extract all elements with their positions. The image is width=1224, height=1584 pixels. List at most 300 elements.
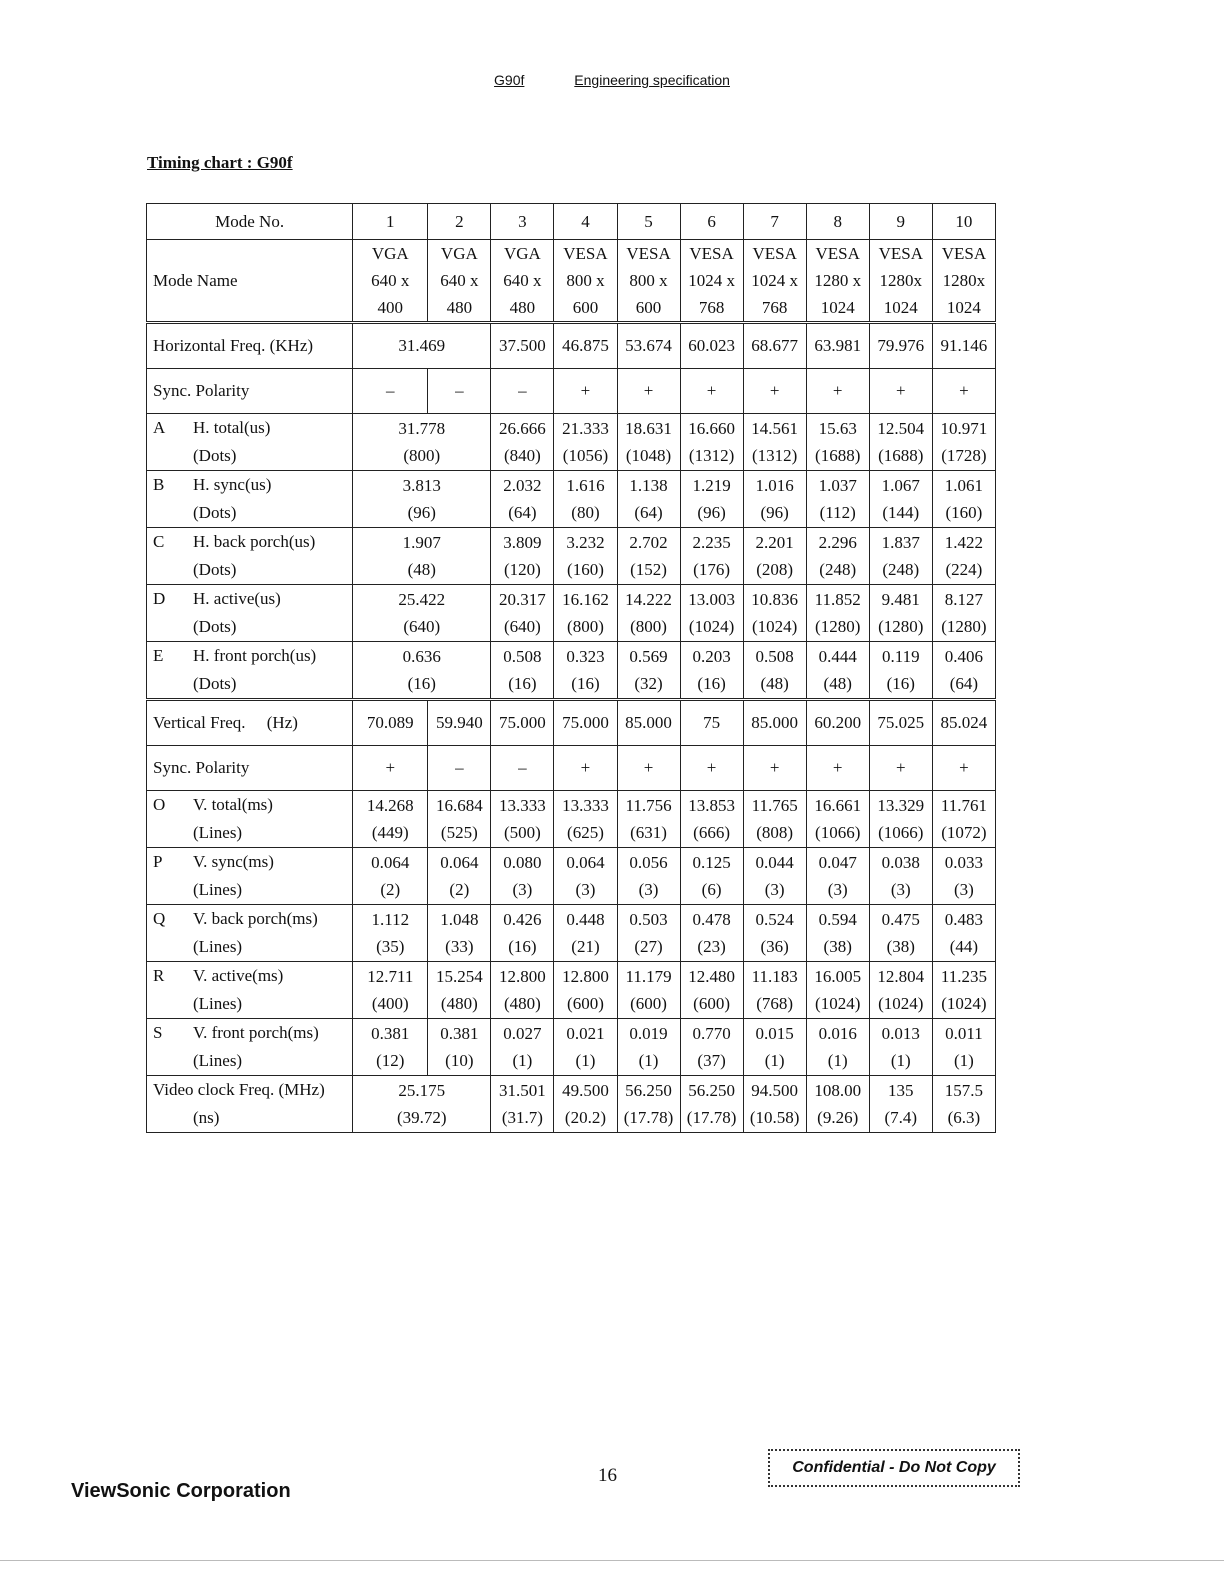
header-model: G90f bbox=[494, 72, 525, 88]
h-timing-cell-value: 26.666 bbox=[499, 419, 546, 438]
clock-cell bbox=[932, 1076, 995, 1133]
mode-number-cell: 3 bbox=[491, 204, 554, 240]
timing-label-sub: (Dots) bbox=[193, 617, 237, 636]
h-timing-cell bbox=[869, 528, 932, 585]
v-timing-cell-sub: (1066) bbox=[815, 823, 861, 842]
timing-letter: C bbox=[153, 532, 165, 551]
mode-name-line: 1280x bbox=[879, 271, 923, 290]
hsync-polarity-cell: + bbox=[680, 369, 743, 414]
vfreq-cell: 85.000 bbox=[743, 700, 806, 746]
h-timing-cell bbox=[932, 471, 995, 528]
mode-name-line: VGA bbox=[371, 244, 409, 263]
v-timing-cell-value: 0.080 bbox=[503, 853, 542, 872]
mode-name-cell bbox=[491, 240, 554, 323]
timing-label-sub: (Lines) bbox=[193, 1051, 243, 1070]
clock-cell-sub: (6.3) bbox=[947, 1108, 981, 1127]
h-timing-cell-sub: (96) bbox=[760, 503, 789, 522]
timing-label bbox=[147, 905, 353, 962]
clock-cell-sub: (17.78) bbox=[686, 1108, 737, 1127]
v-timing-cell bbox=[932, 791, 995, 848]
h-timing-cell bbox=[617, 528, 680, 585]
table-row bbox=[147, 369, 996, 414]
v-timing-cell-sub: (35) bbox=[376, 937, 405, 956]
h-timing-cell-sub: (208) bbox=[756, 560, 794, 579]
v-timing-cell-value: 0.019 bbox=[629, 1024, 668, 1043]
timing-label bbox=[147, 1019, 353, 1076]
v-timing-cell-value: 12.804 bbox=[877, 967, 925, 986]
mode-number-cell: 10 bbox=[932, 204, 995, 240]
h-timing-cell-sub: (800) bbox=[630, 617, 667, 636]
hfreq-cell: 91.146 bbox=[932, 323, 995, 369]
v-timing-cell-sub: (1) bbox=[512, 1051, 533, 1070]
v-timing-cell-sub: (10) bbox=[445, 1051, 474, 1070]
v-timing-cell-sub: (3) bbox=[764, 880, 785, 899]
h-timing-cell-value: 21.333 bbox=[562, 419, 609, 438]
h-timing-cell bbox=[680, 642, 743, 700]
timing-label-sub: (Dots) bbox=[193, 446, 237, 465]
v-timing-cell-sub: (3) bbox=[953, 880, 974, 899]
h-timing-cell-sub: (144) bbox=[882, 503, 920, 522]
v-timing-cell-value: 0.047 bbox=[818, 853, 857, 872]
v-timing-cell-sub: (3) bbox=[890, 880, 911, 899]
v-timing-cell-value: 0.027 bbox=[503, 1024, 542, 1043]
v-timing-cell bbox=[428, 791, 491, 848]
v-timing-cell-sub: (1024) bbox=[941, 994, 987, 1013]
v-timing-cell-sub: (36) bbox=[760, 937, 789, 956]
clock-cell bbox=[806, 1076, 869, 1133]
timing-label-main: H. total(us) bbox=[193, 418, 271, 437]
h-timing-cell bbox=[932, 414, 995, 471]
hsync-polarity-cell: + bbox=[554, 369, 617, 414]
h-timing-cell-sub: (640) bbox=[503, 617, 541, 636]
h-timing-cell-value: 18.631 bbox=[625, 419, 672, 438]
mode-number-cell: 2 bbox=[428, 204, 491, 240]
h-timing-cell-value: 3.232 bbox=[566, 533, 605, 552]
v-timing-cell-sub: (37) bbox=[697, 1051, 726, 1070]
v-timing-cell-value: 0.056 bbox=[629, 853, 668, 872]
table-row bbox=[147, 323, 996, 369]
mode-name-cell bbox=[869, 240, 932, 323]
v-timing-cell-value: 16.661 bbox=[814, 796, 862, 815]
h-timing-cell-value: 1.837 bbox=[881, 533, 920, 552]
h-timing-cell-value: 12.504 bbox=[877, 419, 925, 438]
v-timing-cell bbox=[869, 1019, 932, 1076]
timing-label bbox=[147, 585, 353, 642]
h-timing-cell bbox=[353, 585, 491, 642]
v-timing-cell-sub: (2) bbox=[449, 880, 470, 899]
h-timing-cell-sub: (640) bbox=[403, 617, 441, 636]
v-timing-cell bbox=[680, 1019, 743, 1076]
h-timing-cell bbox=[743, 414, 806, 471]
h-timing-cell bbox=[806, 528, 869, 585]
mode-name-line: 480 bbox=[509, 298, 536, 317]
clock-cell-value: 56.250 bbox=[625, 1081, 672, 1100]
h-timing-cell bbox=[680, 585, 743, 642]
h-timing-cell-value: 8.127 bbox=[944, 590, 984, 609]
v-timing-cell-sub: (3) bbox=[638, 880, 659, 899]
mode-number-cell: 8 bbox=[806, 204, 869, 240]
v-timing-cell-value: 0.448 bbox=[566, 910, 605, 929]
h-timing-cell-value: 25.422 bbox=[398, 590, 446, 609]
v-timing-cell-sub: (44) bbox=[949, 937, 979, 956]
h-timing-cell-value: 1.907 bbox=[402, 533, 441, 552]
timing-label-main: V. active(ms) bbox=[193, 966, 284, 985]
timing-label-grid bbox=[153, 791, 352, 847]
hsync-polarity-label-text: Sync. Polarity bbox=[153, 381, 250, 400]
confidential-stamp: Confidential - Do Not Copy bbox=[768, 1449, 1020, 1487]
vsync-polarity-cell: – bbox=[491, 746, 554, 791]
mode-name-cell bbox=[554, 240, 617, 323]
h-timing-cell-sub: (1056) bbox=[562, 446, 609, 465]
v-timing-cell bbox=[869, 962, 932, 1019]
v-timing-cell bbox=[806, 791, 869, 848]
h-timing-cell-value: 0.406 bbox=[944, 647, 984, 666]
v-timing-cell-sub: (666) bbox=[693, 823, 730, 842]
v-timing-cell bbox=[743, 791, 806, 848]
clock-cell bbox=[680, 1076, 743, 1133]
vsync-polarity-label bbox=[147, 746, 353, 791]
h-timing-cell bbox=[743, 471, 806, 528]
v-timing-cell bbox=[353, 848, 428, 905]
v-timing-cell-value: 13.333 bbox=[499, 796, 546, 815]
mode-name-line: VESA bbox=[626, 244, 671, 263]
v-timing-cell-value: 0.038 bbox=[881, 853, 920, 872]
mode-name-line: 600 bbox=[572, 298, 599, 317]
v-timing-cell-value: 0.125 bbox=[692, 853, 731, 872]
header-doc-title: Engineering specification bbox=[574, 72, 730, 88]
h-timing-cell bbox=[869, 414, 932, 471]
v-timing-cell bbox=[806, 905, 869, 962]
vsync-polarity-cell: + bbox=[554, 746, 617, 791]
v-timing-cell-value: 15.254 bbox=[435, 967, 483, 986]
v-timing-cell bbox=[353, 905, 428, 962]
timing-table bbox=[146, 203, 996, 1133]
timing-label-text bbox=[193, 791, 273, 847]
timing-label-grid bbox=[153, 414, 352, 470]
vsync-polarity-cell: + bbox=[806, 746, 869, 791]
timing-label-main: H. back porch(us) bbox=[193, 532, 316, 551]
h-timing-cell-sub: (1280) bbox=[941, 617, 987, 636]
hfreq-cell: 60.023 bbox=[680, 323, 743, 369]
h-timing-cell-value: 3.813 bbox=[402, 476, 441, 495]
clock-cell-value: 157.5 bbox=[944, 1081, 984, 1100]
hfreq-cell: 79.976 bbox=[869, 323, 932, 369]
timing-label-sub: (Lines) bbox=[193, 937, 243, 956]
h-timing-cell bbox=[554, 471, 617, 528]
h-timing-cell-value: 31.778 bbox=[398, 419, 446, 438]
clock-cell-sub: (31.7) bbox=[501, 1108, 543, 1127]
v-timing-cell bbox=[743, 962, 806, 1019]
mode-name-line: 768 bbox=[761, 298, 788, 317]
v-timing-cell-value: 11.235 bbox=[940, 967, 987, 986]
mode-name-line: 800 x bbox=[629, 271, 668, 290]
h-timing-cell bbox=[491, 528, 554, 585]
v-timing-cell-sub: (1) bbox=[890, 1051, 911, 1070]
clock-cell-sub: (7.4) bbox=[884, 1108, 918, 1127]
clock-label bbox=[147, 1076, 353, 1133]
h-timing-cell-value: 15.63 bbox=[818, 419, 857, 438]
h-timing-cell-value: 1.061 bbox=[944, 476, 984, 495]
v-timing-cell-value: 16.684 bbox=[435, 796, 483, 815]
h-timing-cell-value: 14.222 bbox=[625, 590, 672, 609]
mode-number-cell: 5 bbox=[617, 204, 680, 240]
mode-name-line: 640 x bbox=[503, 271, 542, 290]
h-timing-cell bbox=[932, 642, 995, 700]
page-title: Timing chart : G90f bbox=[147, 153, 293, 172]
company-name: ViewSonic Corporation bbox=[71, 1480, 291, 1502]
v-timing-cell bbox=[932, 962, 995, 1019]
h-timing-cell-value: 0.119 bbox=[881, 647, 920, 666]
hfreq-cell: 68.677 bbox=[743, 323, 806, 369]
v-timing-cell bbox=[554, 848, 617, 905]
v-timing-cell-value: 0.503 bbox=[629, 910, 668, 929]
vfreq-cell: 75.000 bbox=[491, 700, 554, 746]
v-timing-cell bbox=[680, 905, 743, 962]
h-timing-cell-value: 3.809 bbox=[503, 533, 542, 552]
h-timing-cell-sub: (1280) bbox=[878, 617, 924, 636]
v-timing-cell-sub: (3) bbox=[827, 880, 848, 899]
h-timing-cell bbox=[869, 585, 932, 642]
h-timing-cell bbox=[554, 414, 617, 471]
mode-name-line: 1024 x bbox=[751, 271, 799, 290]
v-timing-cell bbox=[932, 848, 995, 905]
v-timing-cell bbox=[554, 791, 617, 848]
mode-name-cell bbox=[680, 240, 743, 323]
h-timing-cell-sub: (1024) bbox=[688, 617, 735, 636]
v-timing-cell-value: 0.016 bbox=[818, 1024, 857, 1043]
v-timing-cell bbox=[617, 962, 680, 1019]
v-timing-cell-value: 0.033 bbox=[944, 853, 984, 872]
hsync-polarity-cell: – bbox=[491, 369, 554, 414]
clock-cell-sub: (39.72) bbox=[397, 1108, 447, 1127]
mode-number-cell: 1 bbox=[353, 204, 428, 240]
v-timing-cell-sub: (21) bbox=[571, 937, 600, 956]
vfreq-label bbox=[147, 700, 353, 746]
v-timing-cell-sub: (3) bbox=[512, 880, 533, 899]
mode-name-line: 1024 x bbox=[688, 271, 735, 290]
timing-label-sub: (Lines) bbox=[193, 994, 243, 1013]
timing-label-sub: (Lines) bbox=[193, 880, 243, 899]
v-timing-cell bbox=[353, 791, 428, 848]
mode-name-cell bbox=[806, 240, 869, 323]
mode-name-cell bbox=[743, 240, 806, 323]
timing-label-grid bbox=[153, 905, 352, 961]
timing-label-main: H. sync(us) bbox=[193, 475, 272, 494]
clock-cell-sub: (17.78) bbox=[623, 1108, 674, 1127]
v-timing-cell bbox=[428, 848, 491, 905]
h-timing-cell-sub: (1728) bbox=[941, 446, 987, 465]
timing-label-text bbox=[193, 1019, 319, 1075]
v-timing-cell-value: 0.483 bbox=[944, 910, 984, 929]
timing-label-sub: (Dots) bbox=[193, 503, 237, 522]
mode-name-line: 480 bbox=[446, 298, 473, 317]
hsync-polarity-label bbox=[147, 369, 353, 414]
timing-label-grid bbox=[153, 1019, 352, 1075]
v-timing-cell-sub: (3) bbox=[575, 880, 596, 899]
v-timing-cell-sub: (38) bbox=[886, 937, 915, 956]
v-timing-cell-sub: (625) bbox=[567, 823, 604, 842]
v-timing-cell-sub: (1024) bbox=[878, 994, 924, 1013]
h-timing-cell-value: 2.702 bbox=[629, 533, 668, 552]
v-timing-cell-value: 0.381 bbox=[371, 1024, 410, 1043]
mode-name-line: 400 bbox=[377, 298, 404, 317]
h-timing-cell bbox=[932, 585, 995, 642]
hsync-polarity-cell: + bbox=[932, 369, 995, 414]
mode-no-label bbox=[147, 204, 353, 240]
table-row bbox=[147, 528, 996, 585]
hsync-polarity-cell: – bbox=[353, 369, 428, 414]
v-timing-cell-value: 0.064 bbox=[440, 853, 479, 872]
v-timing-cell-value: 12.480 bbox=[688, 967, 735, 986]
vfreq-label-text: Vertical Freq. (Hz) bbox=[153, 713, 298, 732]
clock-cell bbox=[353, 1076, 491, 1133]
clock-cell bbox=[869, 1076, 932, 1133]
vfreq-cell: 75.000 bbox=[554, 700, 617, 746]
h-timing-cell bbox=[806, 471, 869, 528]
h-timing-cell-value: 14.561 bbox=[751, 419, 799, 438]
vfreq-cell: 59.940 bbox=[428, 700, 491, 746]
v-timing-cell bbox=[491, 848, 554, 905]
hfreq-cell: 37.500 bbox=[491, 323, 554, 369]
h-timing-cell bbox=[680, 414, 743, 471]
v-timing-cell-sub: (27) bbox=[634, 937, 663, 956]
h-timing-cell-value: 1.219 bbox=[692, 476, 731, 495]
mode-name-line: 1280 x bbox=[814, 271, 862, 290]
clock-label-wrap bbox=[153, 1076, 352, 1132]
timing-label-main: H. front porch(us) bbox=[193, 646, 317, 665]
v-timing-cell-value: 0.015 bbox=[755, 1024, 794, 1043]
vsync-polarity-cell: + bbox=[617, 746, 680, 791]
hfreq-label-text: Horizontal Freq. (KHz) bbox=[153, 336, 314, 355]
v-timing-cell-value: 13.329 bbox=[877, 796, 925, 815]
timing-label-main: V. total(ms) bbox=[193, 795, 273, 814]
h-timing-cell bbox=[491, 471, 554, 528]
v-timing-cell-value: 0.021 bbox=[566, 1024, 605, 1043]
mode-name-cell bbox=[617, 240, 680, 323]
vsync-polarity-cell: – bbox=[428, 746, 491, 791]
clock-cell bbox=[617, 1076, 680, 1133]
v-timing-cell-value: 11.179 bbox=[625, 967, 672, 986]
vsync-polarity-cell: + bbox=[743, 746, 806, 791]
mode-number-cell: 9 bbox=[869, 204, 932, 240]
v-timing-cell bbox=[491, 962, 554, 1019]
v-timing-cell bbox=[617, 848, 680, 905]
v-timing-cell bbox=[617, 905, 680, 962]
h-timing-cell bbox=[554, 528, 617, 585]
timing-label bbox=[147, 528, 353, 585]
v-timing-cell-sub: (1) bbox=[638, 1051, 659, 1070]
h-timing-cell-sub: (224) bbox=[945, 560, 983, 579]
h-timing-cell-value: 0.323 bbox=[566, 647, 605, 666]
hfreq-cell: 31.469 bbox=[353, 323, 491, 369]
timing-letter: O bbox=[153, 795, 166, 814]
mode-name-line: 768 bbox=[698, 298, 725, 317]
table-row bbox=[147, 585, 996, 642]
v-timing-cell bbox=[680, 791, 743, 848]
table-row bbox=[147, 962, 996, 1019]
timing-letter: S bbox=[153, 1023, 163, 1042]
mode-name-line: VGA bbox=[503, 244, 541, 263]
vfreq-cell: 75.025 bbox=[869, 700, 932, 746]
h-timing-cell-value: 2.235 bbox=[692, 533, 731, 552]
v-timing-cell-sub: (6) bbox=[701, 880, 722, 899]
v-timing-cell-sub: (2) bbox=[380, 880, 401, 899]
v-timing-cell-value: 0.475 bbox=[881, 910, 920, 929]
h-timing-cell-value: 0.636 bbox=[402, 647, 441, 666]
v-timing-cell bbox=[428, 962, 491, 1019]
h-timing-cell bbox=[869, 642, 932, 700]
vsync-polarity-cell: + bbox=[869, 746, 932, 791]
timing-label-main: H. active(us) bbox=[193, 589, 281, 608]
h-timing-cell-value: 10.836 bbox=[751, 590, 799, 609]
h-timing-cell bbox=[617, 471, 680, 528]
h-timing-cell-value: 0.508 bbox=[755, 647, 794, 666]
h-timing-cell bbox=[932, 528, 995, 585]
timing-letter: R bbox=[153, 966, 165, 985]
v-timing-cell-sub: (1072) bbox=[941, 823, 987, 842]
timing-label-main: V. front porch(ms) bbox=[193, 1023, 319, 1042]
clock-cell-value: 31.501 bbox=[499, 1081, 546, 1100]
h-timing-cell bbox=[680, 528, 743, 585]
table-row bbox=[147, 414, 996, 471]
h-timing-cell bbox=[869, 471, 932, 528]
vfreq-cell: 85.000 bbox=[617, 700, 680, 746]
timing-label-text bbox=[193, 471, 271, 527]
mode-name-line: VESA bbox=[563, 244, 608, 263]
v-timing-cell-sub: (1) bbox=[575, 1051, 596, 1070]
h-timing-cell-value: 0.508 bbox=[503, 647, 542, 666]
vsync-polarity-cell: + bbox=[932, 746, 995, 791]
mode-name-line: VESA bbox=[815, 244, 860, 263]
timing-label-sub: (Dots) bbox=[193, 674, 237, 693]
table-row bbox=[147, 1019, 996, 1076]
clock-cell-sub: (10.58) bbox=[749, 1108, 800, 1127]
h-timing-cell-value: 2.032 bbox=[503, 476, 542, 495]
table-row bbox=[147, 204, 996, 240]
v-timing-cell bbox=[743, 848, 806, 905]
h-timing-cell-sub: (160) bbox=[567, 560, 604, 579]
mode-no-label-text: Mode No. bbox=[215, 211, 285, 231]
v-timing-cell bbox=[806, 848, 869, 905]
v-timing-cell bbox=[491, 1019, 554, 1076]
clock-label-sub: (ns) bbox=[193, 1108, 220, 1127]
v-timing-cell bbox=[617, 791, 680, 848]
h-timing-cell bbox=[743, 585, 806, 642]
v-timing-cell-value: 11.765 bbox=[751, 796, 798, 815]
mode-number-cell: 4 bbox=[554, 204, 617, 240]
h-timing-cell-sub: (48) bbox=[407, 560, 436, 579]
v-timing-cell-value: 1.112 bbox=[371, 910, 410, 929]
clock-cell-value: 49.500 bbox=[562, 1081, 609, 1100]
v-timing-cell-value: 0.011 bbox=[945, 1024, 983, 1043]
timing-letter: B bbox=[153, 475, 165, 494]
vsync-polarity-cell: + bbox=[353, 746, 428, 791]
timing-label-text bbox=[193, 585, 281, 641]
table-row bbox=[147, 471, 996, 528]
hfreq-cell: 63.981 bbox=[806, 323, 869, 369]
v-timing-cell-sub: (1024) bbox=[815, 994, 861, 1013]
clock-cell bbox=[491, 1076, 554, 1133]
mode-name-line: VESA bbox=[941, 244, 987, 263]
h-timing-cell bbox=[554, 585, 617, 642]
h-timing-cell bbox=[617, 585, 680, 642]
v-timing-cell-sub: (33) bbox=[445, 937, 474, 956]
table-row bbox=[147, 746, 996, 791]
h-timing-cell bbox=[617, 642, 680, 700]
h-timing-cell-sub: (16) bbox=[697, 674, 726, 693]
h-timing-cell-sub: (120) bbox=[503, 560, 541, 579]
h-timing-cell-value: 2.201 bbox=[755, 533, 794, 552]
